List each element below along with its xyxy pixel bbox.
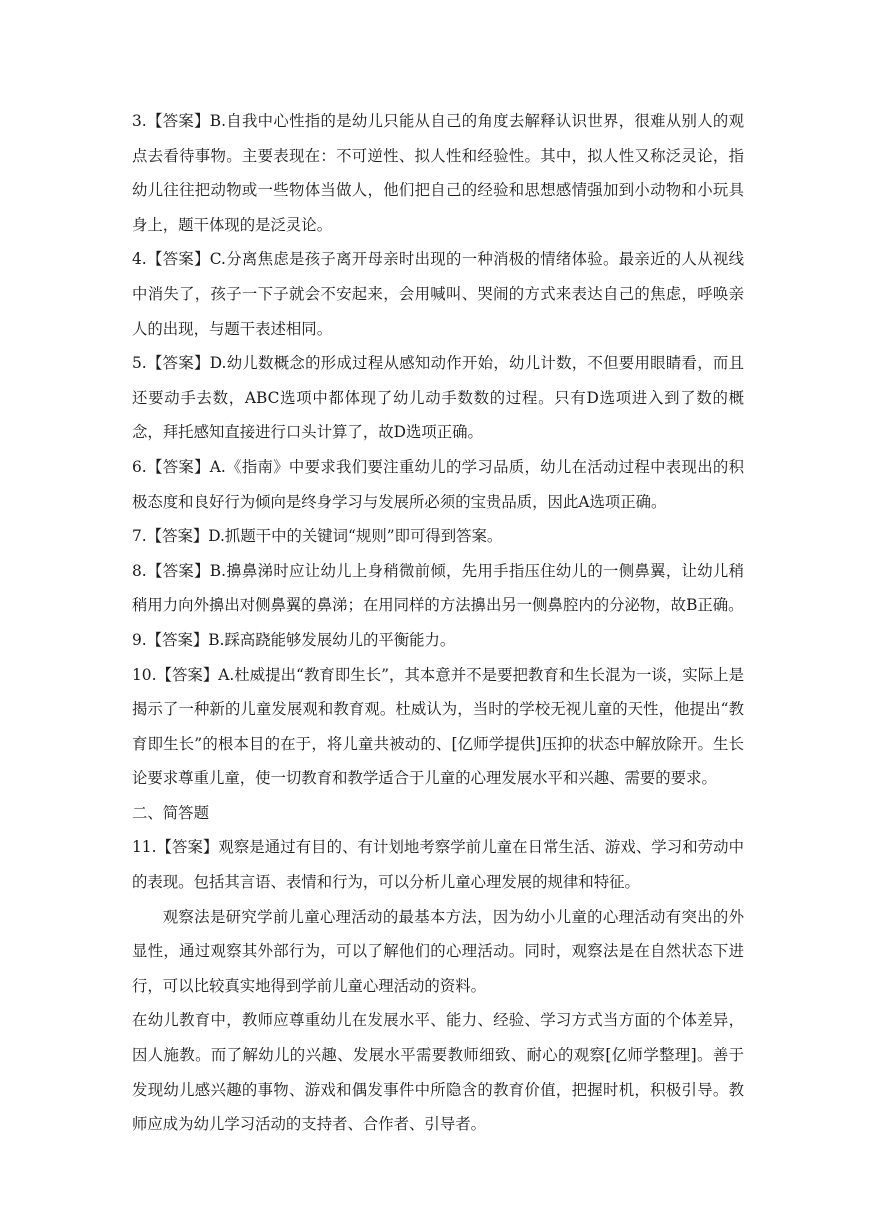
answer-9: 9.【答案】B.踩高跷能够发展幼儿的平衡能力。: [132, 630, 456, 649]
section-heading-short-answer: 二、简答题: [132, 803, 209, 822]
answer-11-observation-method: 观察法是研究学前儿童心理活动的最基本方法，因为幼小儿童的心理活动有突出的外显性，通过观察其外部行为，可以了解他们的心理活动。同时，观察法是在自然状态下进行，可以比较真实地得到学前儿童心理活动的资料。: [132, 907, 744, 995]
answer-8: 8.【答案】B.擤鼻涕时应让幼儿上身稍微前倾，先用手指压住幼儿的一侧鼻翼，让幼儿稍稍用力向外擤出对侧鼻翼的鼻涕；在用同样的方法擤出另一侧鼻腔内的分泌物，故B正确。: [132, 561, 744, 615]
answer-6: 6.【答案】A.《指南》中要求我们要注重幼儿的学习品质，幼儿在活动过程中表现出的积极态度和良好行为倾向是终身学习与发展所必须的宝贵品质，因此A选项正确。: [132, 457, 744, 511]
answer-10: 10.【答案】A.杜威提出“教育即生长”，其本意并不是要把教育和生长混为一谈，实际上是揭示了一种新的儿童发展观和教育观。杜威认为，当时的学校无视儿童的天性，他提出“教育即生长”的根本目的在于，将儿童共被动的、[亿师学提供]压抑的状态中解放除开。生长论要求尊重儿童，使一切教育和教学适合于儿童的心理发展水平和兴趣、需要的要求。: [132, 665, 744, 788]
answer-4: 4.【答案】C.分离焦虑是孩子离开母亲时出现的一种消极的情绪体验。最亲近的人从视线中消失了，孩子一下子就会不安起来，会用喊叫、哭闹的方式来表达自己的焦虑，呼唤亲人的出现，与题干表述相同。: [132, 250, 744, 338]
answer-3: 3.【答案】B.自我中心性指的是幼儿只能从自己的角度去解释认识世界，很难从别人的观点去看待事物。主要表现在：不可逆性、拟人性和经验性。其中，拟人性又称泛灵论，指幼儿往往把动物或一些物体当做人，他们把自己的经验和思想感情强加到小动物和小玩具身上，题干体现的是泛灵论。: [132, 112, 744, 234]
answer-11: 11.【答案】观察是通过有目的、有计划地考察学前儿童在日常生活、游戏、学习和劳动中的表现。包括其言语、表情和行为，可以分析儿童心理发展的规律和特征。: [132, 838, 744, 892]
answer-11-teaching-application: 在幼儿教育中，教师应尊重幼儿在发展水平、能力、经验、学习方式当方面的个体差异，因人施教。而了解幼儿的兴趣、发展水平需要教师细致、耐心的观察[亿师学整理]。善于发现幼儿感兴趣的事物、游戏和偶发事件中所隐含的教育价值，把握时机，积极引导。教师应成为幼儿学习活动的支持者、合作者、引导者。: [132, 1011, 744, 1134]
answer-7: 7.【答案】D.抓题干中的关键词“规则”即可得到答案。: [132, 527, 503, 546]
answer-5: 5.【答案】D.幼儿数概念的形成过程从感知动作开始，幼儿计数，不但要用眼睛看，而且还要动手去数，ABC选项中都体现了幼儿动手数数的过程。只有D选项进入到了数的概念，拜托感知直接进行口头计算了，故D选项正确。: [132, 354, 744, 442]
answer-content: [132, 104, 744, 1142]
